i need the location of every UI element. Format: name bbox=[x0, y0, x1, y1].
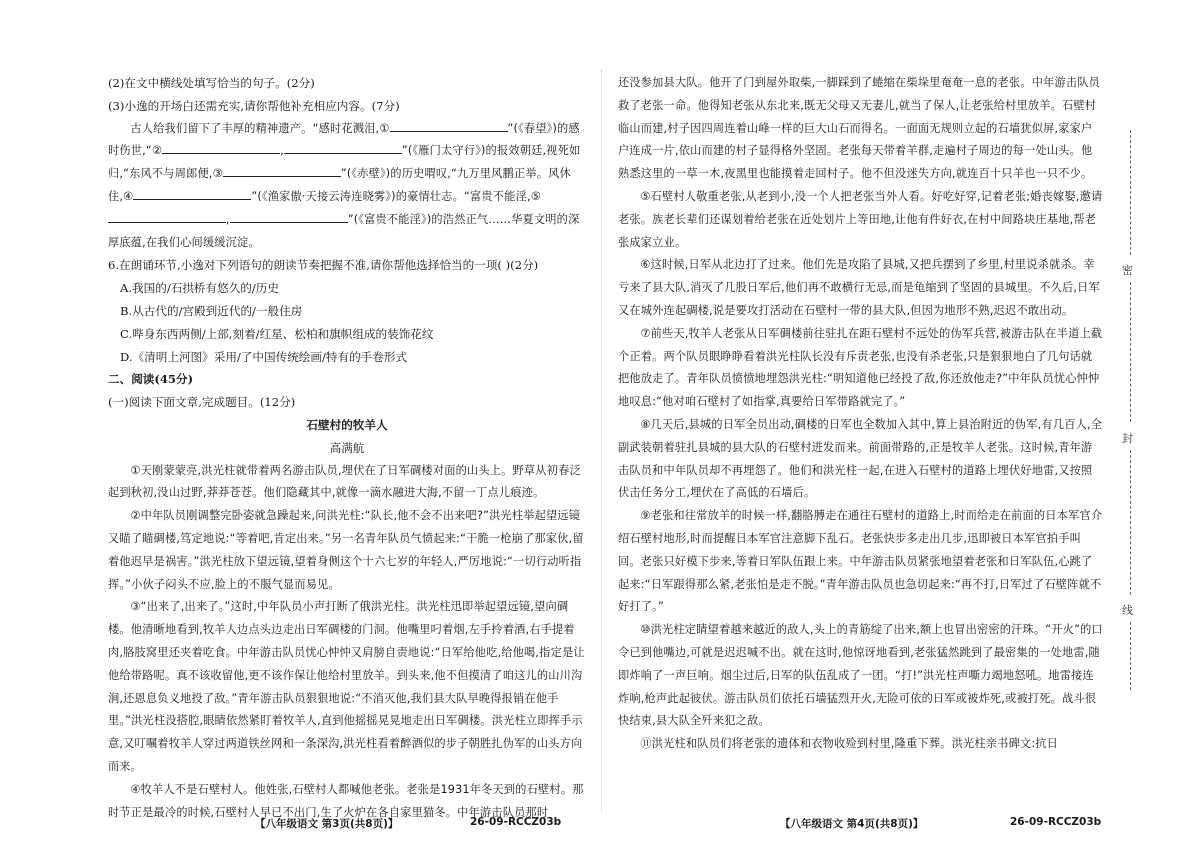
option-c[interactable]: C.哔身东西两侧/上部,刻着/红星、松柏和旗帜组成的装饰花纹 bbox=[120, 326, 434, 341]
article-paragraph-4-cont: 还没参加县大队。他开了门到屋外取柴,一脚踩到了蜷缩在柴垛里奄奄一息的老张。中年游击队员救了老张一命。他得知老张从东北来,既无父母又无妻儿,就当了保人,让老张给村里放羊。石壁村临山而建,村子因四周连着山峰一样的巨大山石而得名。一面面无规则立起的石墙犹似屏,家家户户连成一片,依山而建的村子显得格外坚固。老张每天带着羊群,走遍村子周边的每一处山头。他熟悉这里的一草一木,夜黑里也能摸着走回村子。他不但没迷失方向,就连百十只羊也一只不少。 bbox=[618, 76, 1101, 181]
seal-dash bbox=[1130, 622, 1131, 690]
page-left bbox=[108, 72, 586, 819]
article-paragraph-1: ①天刚蒙蒙亮,洪光柱就带着两名游击队员,埋伏在了日军碉楼对面的山头上。野草从初春泛起到秋初,没山过野,莽莽苍苍。他们隐藏其中,就像一滴水融进大海,不留一丁点儿痕迹。 bbox=[108, 463, 581, 500]
article-paragraph-2: ②中年队员刚调整完卧姿就急躁起来,问洪光柱:“队长,他不会不出来吧?”洪光柱举起望远镜又瞄了瞄碉楼,笃定地说:“等着吧,肯定出来。”另一名青年队员气愤起来:“干脆一枪崩了那家伙,留着他迟早是祸害。”洪光柱放下望远镜,望着身侧这个十六七岁的年轻人,严厉地说:“一切行动听指挥。”小伙子闷头不应,脸上的不服气显而易见。 bbox=[108, 509, 584, 591]
article-author: 高满航 bbox=[329, 440, 365, 455]
answer-blank-1[interactable] bbox=[390, 119, 508, 132]
fill-text: 然正气……华夏文明的深厚底蕴,在我们心间缓缓沉淀。 bbox=[108, 212, 580, 249]
article-paragraph-7: ⑦前些天,牧羊人老张从日军碉楼前往驻扎在距石壁村不远处的伪军兵营,被游击队在半道上截个正着。两个队员眼睁睁看着洪光柱队长没有斥责老张,也没有杀老张,只是狠狠地白了几句话就把他放走了。青年队员愤愤地埋怨洪光柱:“明知道他已经投了敌,你还放他走?”中年队员忧心忡忡地叹息:“他对咱石壁村了如指掌,真要给日军带路就完了。” bbox=[618, 326, 1103, 409]
footer-left-code: 26-09-RCCZ03b bbox=[470, 816, 562, 828]
article-paragraph-6: ⑥这时候,日军从北边打了过来。他们先是攻陷了县城,又把兵摆到了乡里,村里说杀就杀。幸亏来了县大队,消灭了几股日军后,他们再不敢横行无忌,而是龟缩到了坚固的县城里。不久后,日军又在城外连起碉楼,说是要攻打活动在石壁村一带的县大队,但因为地形不熟,迟迟不敢出动。 bbox=[618, 258, 1100, 317]
article-title: 石壁村的牧羊人 bbox=[306, 417, 388, 432]
option-a[interactable]: A.我国的/石拱桥有悠久的/历史 bbox=[120, 281, 279, 296]
option-d[interactable]: D.《清明上河图》采用/了中国传统绘画/特有的手卷形式 bbox=[120, 349, 408, 364]
fill-text: 望》)的感时伤世,“② bbox=[108, 121, 580, 158]
fill-text: ”(《雁门太守行》)的报 bbox=[401, 144, 509, 158]
article-paragraph-11: ⑪洪光柱和队员们将老张的遗体和衣物收殓到村里,隆重下葬。洪光柱亲书碑文:抗日 bbox=[640, 737, 1059, 751]
answer-blank-2a[interactable] bbox=[162, 141, 280, 154]
seal-dash bbox=[1130, 130, 1131, 255]
seal-dash bbox=[1130, 450, 1131, 595]
fill-text: 古人给我们留下了丰厚的精神遗产。“感时花溅泪,① bbox=[130, 121, 390, 135]
answer-blank-4[interactable] bbox=[133, 187, 251, 200]
page-right bbox=[618, 72, 1103, 812]
question-3: (3)小逸的开场白还需充实,请你帮他补充相应内容。(7分) bbox=[108, 98, 400, 113]
answer-blank-2b[interactable] bbox=[284, 141, 402, 154]
fill-text: ”(《富贵不能淫》)的浩 bbox=[347, 212, 455, 226]
fill-in-passage bbox=[108, 118, 586, 255]
footer-right-code: 26-09-RCCZ03b bbox=[1010, 816, 1102, 828]
section-heading-reading: 二、阅读(45分) bbox=[108, 372, 194, 387]
fill-text: 效朝廷,视死如归,“东风不与周郎便,③ bbox=[108, 144, 581, 181]
section-subheading: (一)阅读下面文章,完成题目。(12分) bbox=[108, 395, 296, 410]
fill-text: ”(《春 bbox=[507, 121, 536, 135]
seal-dash bbox=[1130, 282, 1131, 422]
fill-text: ”(《渔家傲·天接云涛连晓雾》)的豪情壮 bbox=[251, 189, 442, 203]
article-paragraph-9: ⑨老张和往常放羊的时候一样,翻胳膊走在通往石壁村的道路上,时而给走在前面的日本军官介绍石壁村地形,时而提醒日本军官注意脚下乱石。老张快步多走出几步,迅即被日本军官拍手叫回。老张只好模下步来,等着日军队伍跟上来。中年游击队员紧张地望着老张和日军队伍,心跳了起来:“日军跟得那么紧,老张怕是走不脱。”青年游击队员也急切起来:“再不打,日军过了石壁阵就不好打了。” bbox=[618, 509, 1103, 614]
article-paragraph-4: ④牧羊人不是石壁村人。他姓张,石壁村人都喊他老张。老张是1931年冬天到的石壁村。那时节正是最冷的时候,石壁村人早已不出门,生了火炉在各自家里猫冬。中年游击队员那时 bbox=[108, 782, 584, 819]
seal-char-feng: 封 bbox=[1122, 432, 1133, 445]
option-b[interactable]: B.从古代的/宫殿到近代的/一般住房 bbox=[120, 303, 303, 318]
answer-blank-3[interactable] bbox=[223, 164, 341, 177]
fill-text: , bbox=[280, 144, 284, 158]
seal-char-xian: 线 bbox=[1122, 604, 1133, 617]
seal-line-column bbox=[1118, 130, 1148, 690]
fill-text: , bbox=[226, 212, 230, 226]
article-paragraph-5: ⑤石壁村人敬重老张,从老到小,没一个人把老张当外人看。好吃好穿,记着老张;婚丧嫁娶,邀请老张。族老长辈们还谋划着给老张在近处划片上等田地,让他有件好衣,在村中间路块庄基地,帮老张成家立业。 bbox=[618, 189, 1103, 249]
footer-right-page-label: 【八年级语文 第4页(共8页)】 bbox=[780, 818, 924, 830]
answer-blank-5a[interactable] bbox=[108, 210, 226, 223]
seal-char-mi: 密 bbox=[1122, 264, 1133, 277]
article-paragraph-8: ⑧几天后,县城的日军全员出动,碉楼的日军也全数加入其中,算上县治附近的伪军,有几百人,全副武装朝着驻扎县城的县大队的石壁村进发而来。前面带路的,正是牧羊人老张。这时候,青年游击队员和中年队员却不再埋怨了。他们和洪光柱一起,在进入石壁村的道路上埋伏好地雷,又按照伏击任务分工,埋伏在了高低的石墙后。 bbox=[618, 417, 1103, 500]
article-paragraph-3: ③“出来了,出来了。”这时,中年队员小声打断了俄洪光柱。洪光柱迅即举起望远镜,望向碉楼。他清晰地看到,牧羊人边点头边走出日军碉楼的门洞。他嘴里叼着烟,左手拎着酒,右手提着肉,胳肢窝里还夹着吃食。中年游击队员忧心忡忡又肩膀自责地说:“日军给他吃,给他喝,指定是让他给带路呢。真不该收留他,更不该作保让他给村里放羊。到头来,他不但摸清了咱这儿的山川沟涧,还恩息负义地投了敌。”青年游击队员狠狠地说:“不消灭他,我们县大队早晚得报销在他手里。”洪光柱没搭腔,眼睛依然紧盯着牧羊人,直到他摇摇晃晃地走出日军碉楼。洪光柱立即挥手示意,又叮嘱着牧羊人穿过两道铁丝网和一条深沟,洪光柱看着醉酒似的步子朝胜扎伪军的山头方向而来。 bbox=[108, 600, 585, 773]
question-6: 6.在朗诵环节,小逸对下列语句的朗读节奏把握不准,请你帮他选择恰当的一项( )(2分) bbox=[108, 258, 539, 273]
footer-left-page-label: 【八年级语文 第3页(共8页)】 bbox=[255, 818, 399, 830]
article-paragraph-10: ⑩洪光柱定睛望着越来越近的敌人,头上的青筋绽了出来,额上也冒出密密的汗珠。“开火”的口令已到他嘴边,可就是迟迟喊不出。就在这时,他惊讶地看到,老张猛然跳到了最密集的一处地雷,随即炸响了一声巨响。烟尘过后,日军的队伍乱成了一团。“打!”洪光柱声嘶力竭地怒吼。地雷接连炸响,枪声此起彼伏。游击队员们依托石墙猛烈开火,无险可依的日军或被炸死,或被打死。战斗很快结束,县大队全歼来犯之敌。 bbox=[618, 623, 1103, 728]
fill-text: 万里风鹏正举。风休住,④ bbox=[108, 167, 571, 203]
page-divider bbox=[601, 70, 602, 812]
fill-text: 志。“富贵不能淫,⑤ bbox=[441, 189, 541, 203]
fill-text: ”(《赤壁》)的历史喟叹,“九 bbox=[340, 167, 469, 181]
question-2: (2)在文中横线处填写恰当的句子。(2分) bbox=[108, 76, 315, 90]
answer-blank-5b[interactable] bbox=[230, 210, 348, 223]
